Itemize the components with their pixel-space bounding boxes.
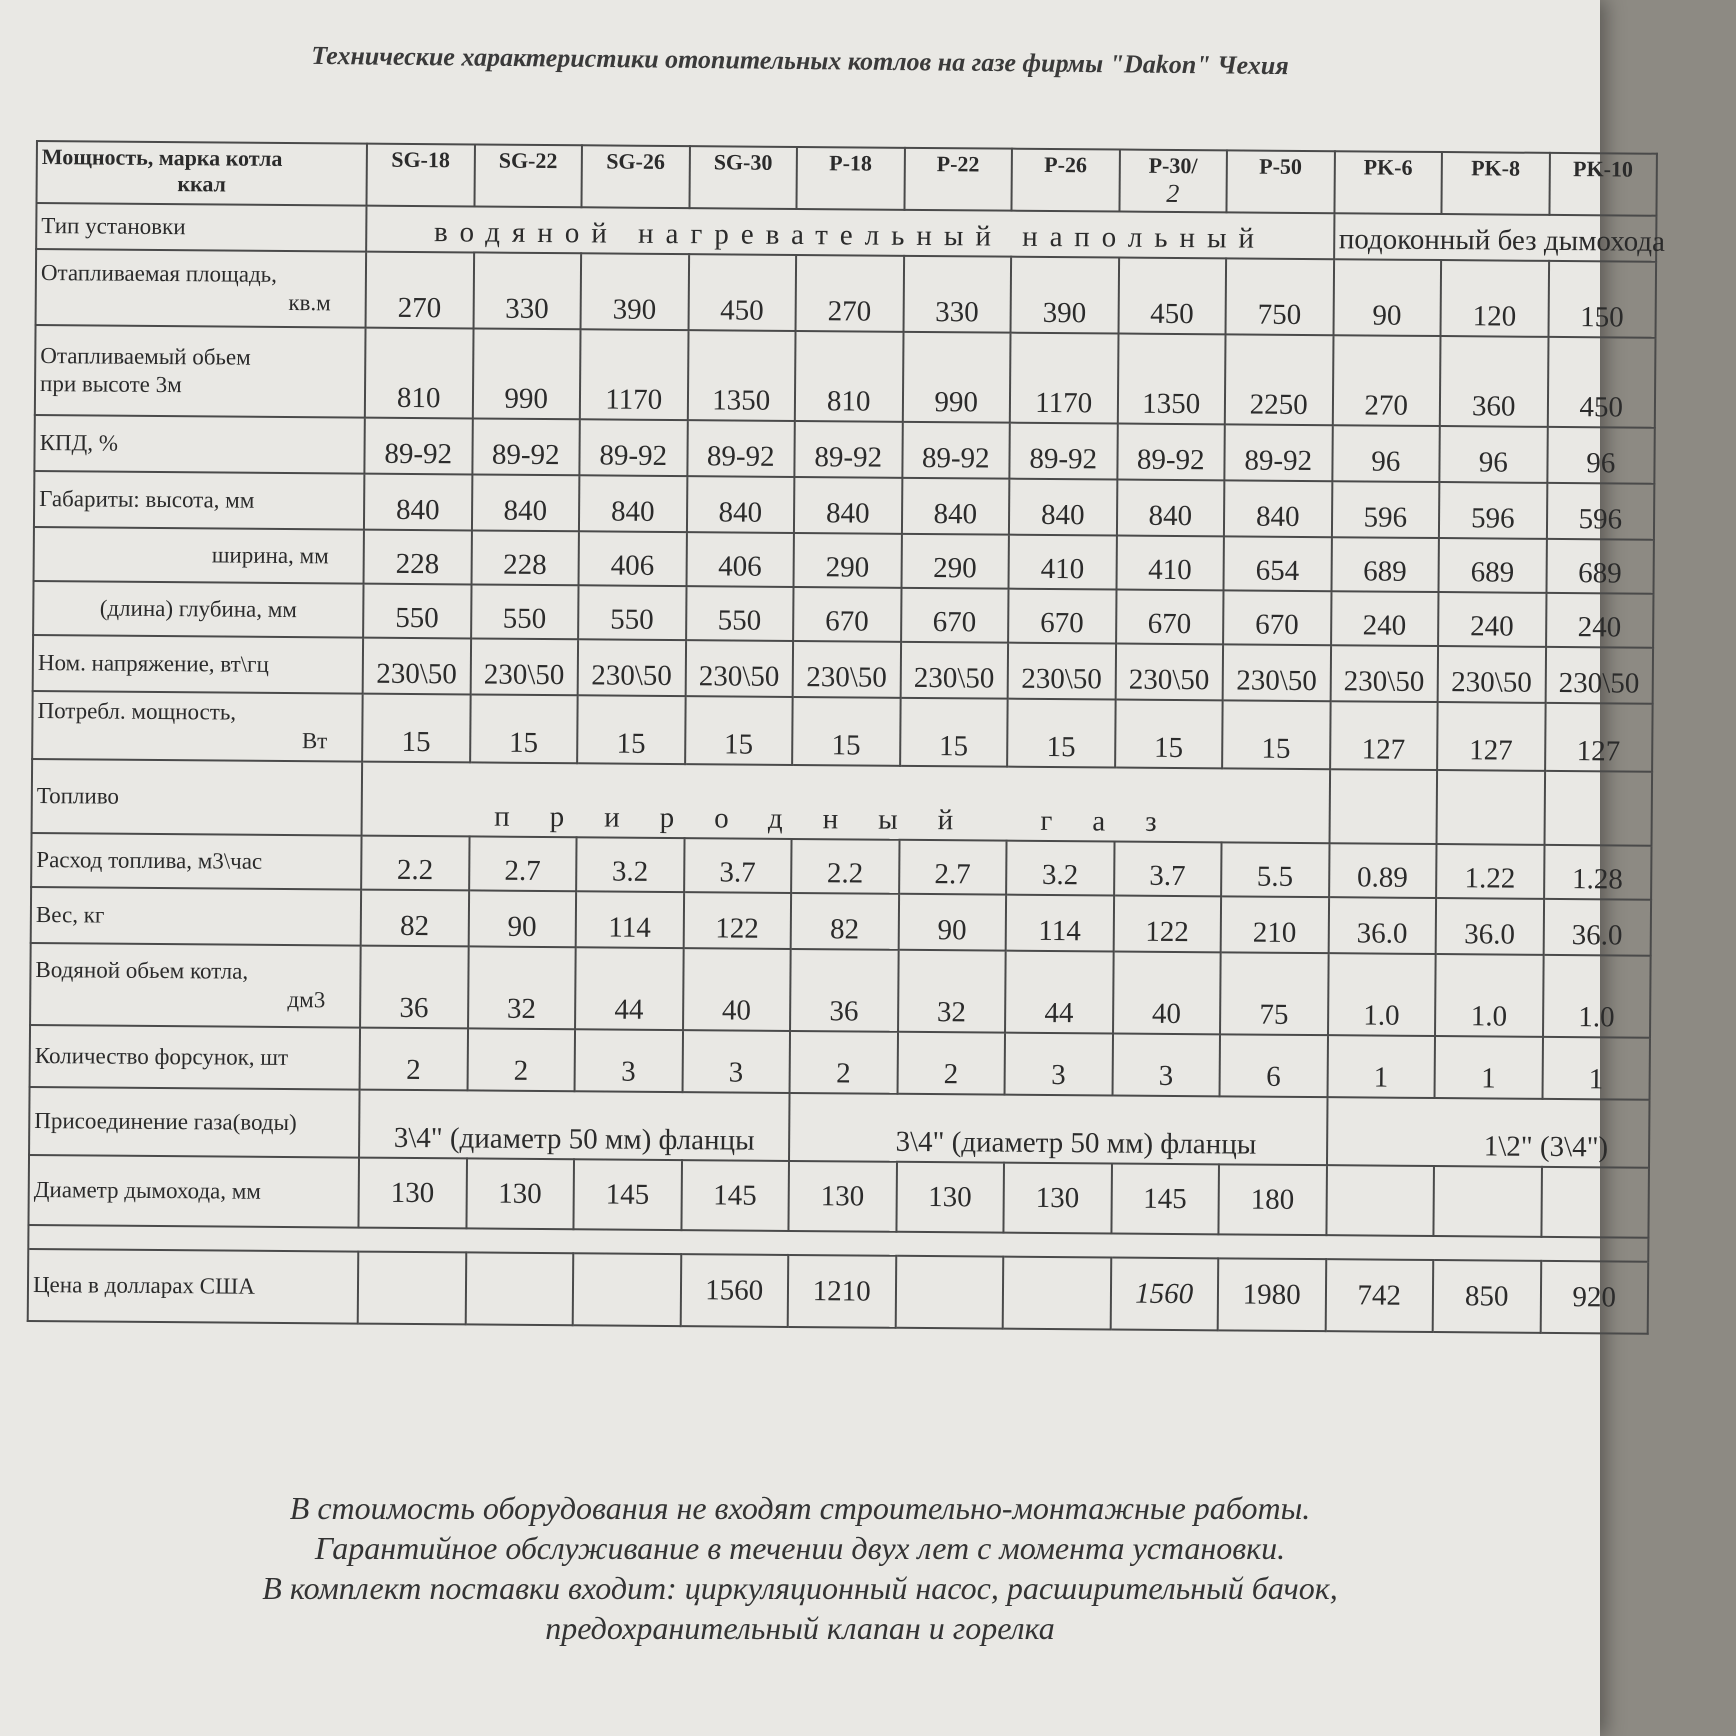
- value-cell: 1210: [788, 1255, 896, 1328]
- value-cell: 230\50: [900, 642, 1008, 699]
- empty-cell: [1329, 769, 1437, 844]
- value-cell: [1433, 1166, 1541, 1237]
- footer-notes: [150, 1488, 1450, 1648]
- value-cell: 230\50: [470, 638, 578, 695]
- value-cell: 127: [1330, 701, 1438, 770]
- value-cell: 90: [898, 894, 1006, 951]
- value-cell: 3: [1112, 1033, 1220, 1096]
- value-cell: 5.5: [1221, 842, 1329, 897]
- value-cell: 550: [578, 585, 686, 640]
- value-cell: 6: [1220, 1034, 1328, 1097]
- row-label-line1: Потребл. мощность,: [37, 698, 237, 725]
- value-cell: 1170: [1010, 333, 1118, 424]
- footer-line: предохранительный клапан и горелка: [545, 1610, 1055, 1646]
- value-cell: 130: [896, 1162, 1004, 1233]
- value-cell: 550: [686, 586, 794, 641]
- value-cell: 290: [794, 533, 902, 588]
- model-label: P-30/: [1148, 152, 1198, 179]
- value-cell: 596: [1439, 482, 1547, 539]
- value-cell: 270: [796, 255, 904, 332]
- value-cell: 230\50: [1330, 645, 1438, 702]
- value-cell: 44: [575, 947, 683, 1030]
- footer-line: Гарантийное обслуживание в течении двух лет с момента установки.: [314, 1530, 1286, 1566]
- value-cell: 840: [901, 478, 1009, 535]
- value-cell: 40: [1113, 951, 1221, 1034]
- value-cell: 122: [683, 892, 791, 949]
- value-cell: 330: [903, 256, 1011, 333]
- row-label-line2: при высоте 3м: [39, 371, 182, 398]
- value-cell: 230\50: [1008, 643, 1116, 700]
- value-cell: 1: [1435, 1036, 1543, 1099]
- value-cell: 840: [794, 477, 902, 534]
- header-label: [37, 141, 367, 206]
- row-label: Цена в долларах США: [28, 1249, 359, 1324]
- value-cell: 3.7: [1114, 841, 1222, 896]
- row-label: [34, 527, 364, 584]
- value-cell: [895, 1256, 1003, 1329]
- value-cell: 150: [1548, 261, 1656, 338]
- value-cell: 3: [682, 1030, 790, 1093]
- value-cell: 840: [471, 474, 579, 531]
- model-cell: SG-30: [689, 146, 797, 209]
- connection-sg-text: 3\4" (диаметр 50 мм) фланцы: [359, 1090, 790, 1161]
- handwritten-note: 2: [1166, 178, 1180, 208]
- value-cell: 654: [1223, 536, 1331, 591]
- value-cell: 3.7: [684, 838, 792, 893]
- specs-sheet: [27, 140, 1666, 1335]
- value-cell: [465, 1252, 573, 1325]
- value-cell: 75: [1220, 952, 1328, 1035]
- model-cell: P-22: [904, 148, 1012, 211]
- value-cell: 330: [473, 252, 581, 329]
- model-cell: SG-18: [366, 144, 474, 207]
- row-label: Ном. напряжение, вт\гц: [33, 635, 363, 694]
- value-cell: 810: [365, 328, 473, 419]
- value-cell: 36.0: [1328, 897, 1436, 954]
- value-cell: 1.0: [1435, 954, 1543, 1037]
- value-cell: 410: [1009, 535, 1117, 590]
- value-cell: 145: [681, 1160, 789, 1231]
- value-cell: 96: [1439, 426, 1547, 483]
- empty-cell: [1544, 771, 1652, 846]
- value-cell: 670: [1116, 589, 1224, 644]
- value-cell: 36.0: [1543, 899, 1651, 956]
- value-cell: 82: [361, 890, 469, 947]
- value-cell: 990: [902, 332, 1010, 423]
- value-cell: 122: [1113, 895, 1221, 952]
- value-cell: 90: [468, 890, 576, 947]
- value-cell: 2.2: [791, 839, 899, 894]
- row-label: Количество форсунок, шт: [30, 1025, 360, 1090]
- value-cell: 550: [363, 584, 471, 639]
- value-cell: 114: [1006, 895, 1114, 952]
- row-label-line2: кв.м: [288, 289, 331, 316]
- value-cell: 742: [1325, 1259, 1433, 1332]
- model-cell: SG-22: [474, 144, 582, 207]
- row-label: [35, 325, 366, 418]
- document-title: Технические характеристики отопительных котлов на газе фирмы "Dakon" Чехия: [311, 40, 1289, 81]
- fuel-text: природный газ: [362, 762, 1330, 844]
- value-cell: 840: [1009, 479, 1117, 536]
- value-cell: 120: [1441, 260, 1549, 337]
- value-cell: 670: [901, 588, 1009, 643]
- value-cell: 32: [468, 946, 576, 1029]
- value-cell: 406: [686, 532, 794, 587]
- value-cell: 36.0: [1436, 898, 1544, 955]
- model-cell: [1119, 150, 1227, 213]
- value-cell: 230\50: [1438, 646, 1546, 703]
- value-cell: 40: [683, 948, 791, 1031]
- row-label: Диаметр дымохода, мм: [28, 1155, 359, 1228]
- value-cell: 130: [788, 1161, 896, 1232]
- area-row: [36, 249, 1657, 338]
- value-cell: 2.7: [469, 836, 577, 891]
- value-cell: 1560: [680, 1254, 788, 1327]
- value-cell: 670: [1223, 590, 1331, 645]
- header-label-line1: Мощность, марка котла: [41, 144, 283, 171]
- row-label: КПД, %: [34, 415, 364, 474]
- value-cell: 1.0: [1328, 953, 1436, 1036]
- price-row: [28, 1249, 1649, 1334]
- row-label: Топливо: [32, 759, 363, 836]
- value-cell: 410: [1116, 535, 1224, 590]
- value-cell: 230\50: [793, 641, 901, 698]
- value-cell: 90: [1333, 259, 1441, 336]
- value-cell: 1.22: [1436, 844, 1544, 899]
- value-cell: 840: [1116, 479, 1224, 536]
- value-cell: 15: [1222, 700, 1330, 769]
- value-cell: 15: [577, 695, 685, 764]
- connection-pk-text: 1\2" (3\4"): [1326, 1097, 1649, 1168]
- value-cell: 44: [1005, 951, 1113, 1034]
- value-cell: 89-92: [902, 422, 1010, 479]
- row-label: Габариты: высота, мм: [34, 471, 364, 530]
- value-cell: [573, 1253, 681, 1326]
- value-cell: 36: [790, 949, 898, 1032]
- value-cell: 15: [1007, 699, 1115, 768]
- row-label: [30, 943, 361, 1028]
- power-row: [32, 691, 1652, 772]
- value-cell: 127: [1437, 702, 1545, 771]
- value-cell: 130: [466, 1158, 574, 1229]
- value-cell: 180: [1218, 1164, 1326, 1235]
- value-cell: 89-92: [687, 420, 795, 477]
- value-cell: 550: [471, 584, 579, 639]
- value-cell: 596: [1546, 483, 1654, 540]
- value-cell: 689: [1546, 539, 1654, 594]
- value-cell: 3: [1005, 1033, 1113, 1096]
- value-cell: 406: [579, 531, 687, 586]
- value-cell: 145: [1111, 1163, 1219, 1234]
- row-label: [32, 691, 363, 762]
- value-cell: 390: [1011, 257, 1119, 334]
- value-cell: 840: [364, 474, 472, 531]
- water-volume-row: [30, 943, 1651, 1038]
- model-cell: SG-26: [581, 145, 689, 208]
- volume-row: [35, 325, 1656, 428]
- value-cell: 15: [792, 697, 900, 766]
- value-cell: 96: [1332, 425, 1440, 482]
- value-cell: 96: [1547, 427, 1655, 484]
- header-label-line2: ккал: [177, 171, 227, 197]
- value-cell: 36: [360, 946, 468, 1029]
- value-cell: 15: [685, 696, 793, 765]
- value-cell: 230\50: [578, 639, 686, 696]
- value-cell: 228: [364, 530, 472, 585]
- value-cell: 689: [1331, 537, 1439, 592]
- value-cell: 270: [1332, 335, 1440, 426]
- value-cell: 1350: [1117, 334, 1225, 425]
- value-cell: 1980: [1218, 1258, 1326, 1331]
- value-cell: 32: [898, 950, 1006, 1033]
- value-cell: 2: [897, 1032, 1005, 1095]
- value-cell: 3.2: [1006, 841, 1114, 896]
- value-cell: 1: [1542, 1037, 1650, 1100]
- value-cell: 240: [1546, 593, 1654, 648]
- value-cell: 89-92: [1224, 424, 1332, 481]
- value-cell: 670: [793, 587, 901, 642]
- value-cell: 990: [472, 328, 580, 419]
- value-cell: 270: [366, 252, 474, 329]
- connection-p-text: 3\4" (диаметр 50 мм) фланцы: [789, 1093, 1327, 1165]
- value-cell: 89-92: [1009, 423, 1117, 480]
- value-cell: 450: [688, 254, 796, 331]
- value-cell: 89-92: [579, 419, 687, 476]
- value-cell: 1170: [580, 329, 688, 420]
- value-cell: 240: [1331, 591, 1439, 646]
- model-cell: P-26: [1011, 149, 1119, 212]
- row-label-line2: дм3: [287, 987, 326, 1013]
- row-label: [36, 249, 367, 328]
- row-label-line2: Вт: [301, 728, 328, 754]
- value-cell: 1.0: [1543, 955, 1651, 1038]
- value-cell: 2: [790, 1031, 898, 1094]
- value-cell: 920: [1540, 1261, 1648, 1334]
- value-cell: 2: [467, 1028, 575, 1091]
- model-cell: PK-8: [1441, 152, 1549, 215]
- value-cell: 596: [1331, 481, 1439, 538]
- value-cell: 89-92: [1117, 424, 1225, 481]
- value-cell: 2.2: [361, 836, 469, 891]
- install-floor-text: водяной нагревательный напольный: [366, 206, 1334, 260]
- value-cell: 230\50: [685, 640, 793, 697]
- value-cell: 450: [1118, 258, 1226, 335]
- value-cell: 210: [1221, 896, 1329, 953]
- value-cell: 3.2: [576, 837, 684, 892]
- row-label-line1: Отапливаемый обьем: [40, 343, 251, 371]
- value-cell: 360: [1440, 336, 1548, 427]
- value-cell: 840: [1224, 480, 1332, 537]
- value-cell: 840: [686, 476, 794, 533]
- value-cell: 89-92: [364, 418, 472, 475]
- value-cell: 1350: [687, 330, 795, 421]
- row-label-text: (длина) глубина, мм: [99, 595, 297, 623]
- value-cell: 130: [358, 1158, 466, 1229]
- chimney-row: [28, 1155, 1648, 1238]
- value-cell: 290: [901, 534, 1009, 589]
- value-cell: 0.89: [1329, 843, 1437, 898]
- value-cell: 130: [1003, 1163, 1111, 1234]
- value-cell: 2.7: [899, 840, 1007, 895]
- value-cell: 230\50: [1545, 647, 1653, 704]
- footer-line: В комплект поставки входит: циркуляционный насос, расширительный бачок,: [262, 1570, 1338, 1606]
- value-cell: 850: [1433, 1260, 1541, 1333]
- value-cell: 1560: [1110, 1257, 1218, 1330]
- value-cell: [1003, 1257, 1111, 1330]
- footer-line: В стоимость оборудования не входят строительно-монтажные работы.: [289, 1490, 1311, 1526]
- model-cell: PK-6: [1334, 151, 1442, 214]
- row-label-line1: Водяной обьем котла,: [35, 957, 249, 985]
- value-cell: 1: [1327, 1035, 1435, 1098]
- value-cell: 114: [576, 891, 684, 948]
- value-cell: 670: [1008, 589, 1116, 644]
- value-cell: 450: [1547, 337, 1655, 428]
- connection-row: [29, 1087, 1649, 1168]
- value-cell: 228: [471, 530, 579, 585]
- value-cell: 230\50: [1115, 643, 1223, 700]
- value-cell: 240: [1438, 592, 1546, 647]
- value-cell: [1326, 1165, 1434, 1236]
- value-cell: 750: [1226, 258, 1334, 335]
- value-cell: 82: [791, 893, 899, 950]
- row-label: Вес, кг: [31, 887, 361, 946]
- value-cell: 689: [1438, 538, 1546, 593]
- value-cell: 810: [795, 331, 903, 422]
- specs-table: [27, 140, 1666, 1335]
- value-cell: 2250: [1225, 334, 1333, 425]
- install-wall-text: подоконный без дымохода: [1334, 213, 1657, 262]
- value-cell: 390: [581, 253, 689, 330]
- value-cell: 230\50: [363, 638, 471, 695]
- value-cell: 1.28: [1544, 845, 1652, 900]
- value-cell: 15: [900, 698, 1008, 767]
- value-cell: [1541, 1167, 1649, 1238]
- model-cell: P-18: [796, 147, 904, 210]
- row-label: Расход топлива, м3\час: [31, 833, 361, 890]
- value-cell: 89-92: [794, 421, 902, 478]
- value-cell: 145: [573, 1159, 681, 1230]
- row-label-text: ширина, мм: [211, 542, 329, 569]
- row-label: Присоединение газа(воды): [29, 1087, 360, 1158]
- row-label: [33, 581, 363, 638]
- value-cell: 2: [360, 1028, 468, 1091]
- row-label-line1: Отапливаемая площадь,: [40, 260, 278, 288]
- model-cell: P-50: [1226, 150, 1334, 213]
- model-cell: PK-10: [1549, 153, 1657, 216]
- value-cell: 15: [362, 694, 470, 763]
- value-cell: 15: [470, 694, 578, 763]
- value-cell: 3: [575, 1029, 683, 1092]
- empty-cell: [1437, 770, 1545, 845]
- row-label: Тип установки: [36, 203, 366, 252]
- value-cell: [358, 1252, 466, 1325]
- fuel-row: [32, 759, 1653, 846]
- value-cell: 15: [1115, 699, 1223, 768]
- value-cell: 840: [579, 475, 687, 532]
- value-cell: 127: [1545, 703, 1653, 772]
- value-cell: 89-92: [472, 418, 580, 475]
- value-cell: 230\50: [1223, 644, 1331, 701]
